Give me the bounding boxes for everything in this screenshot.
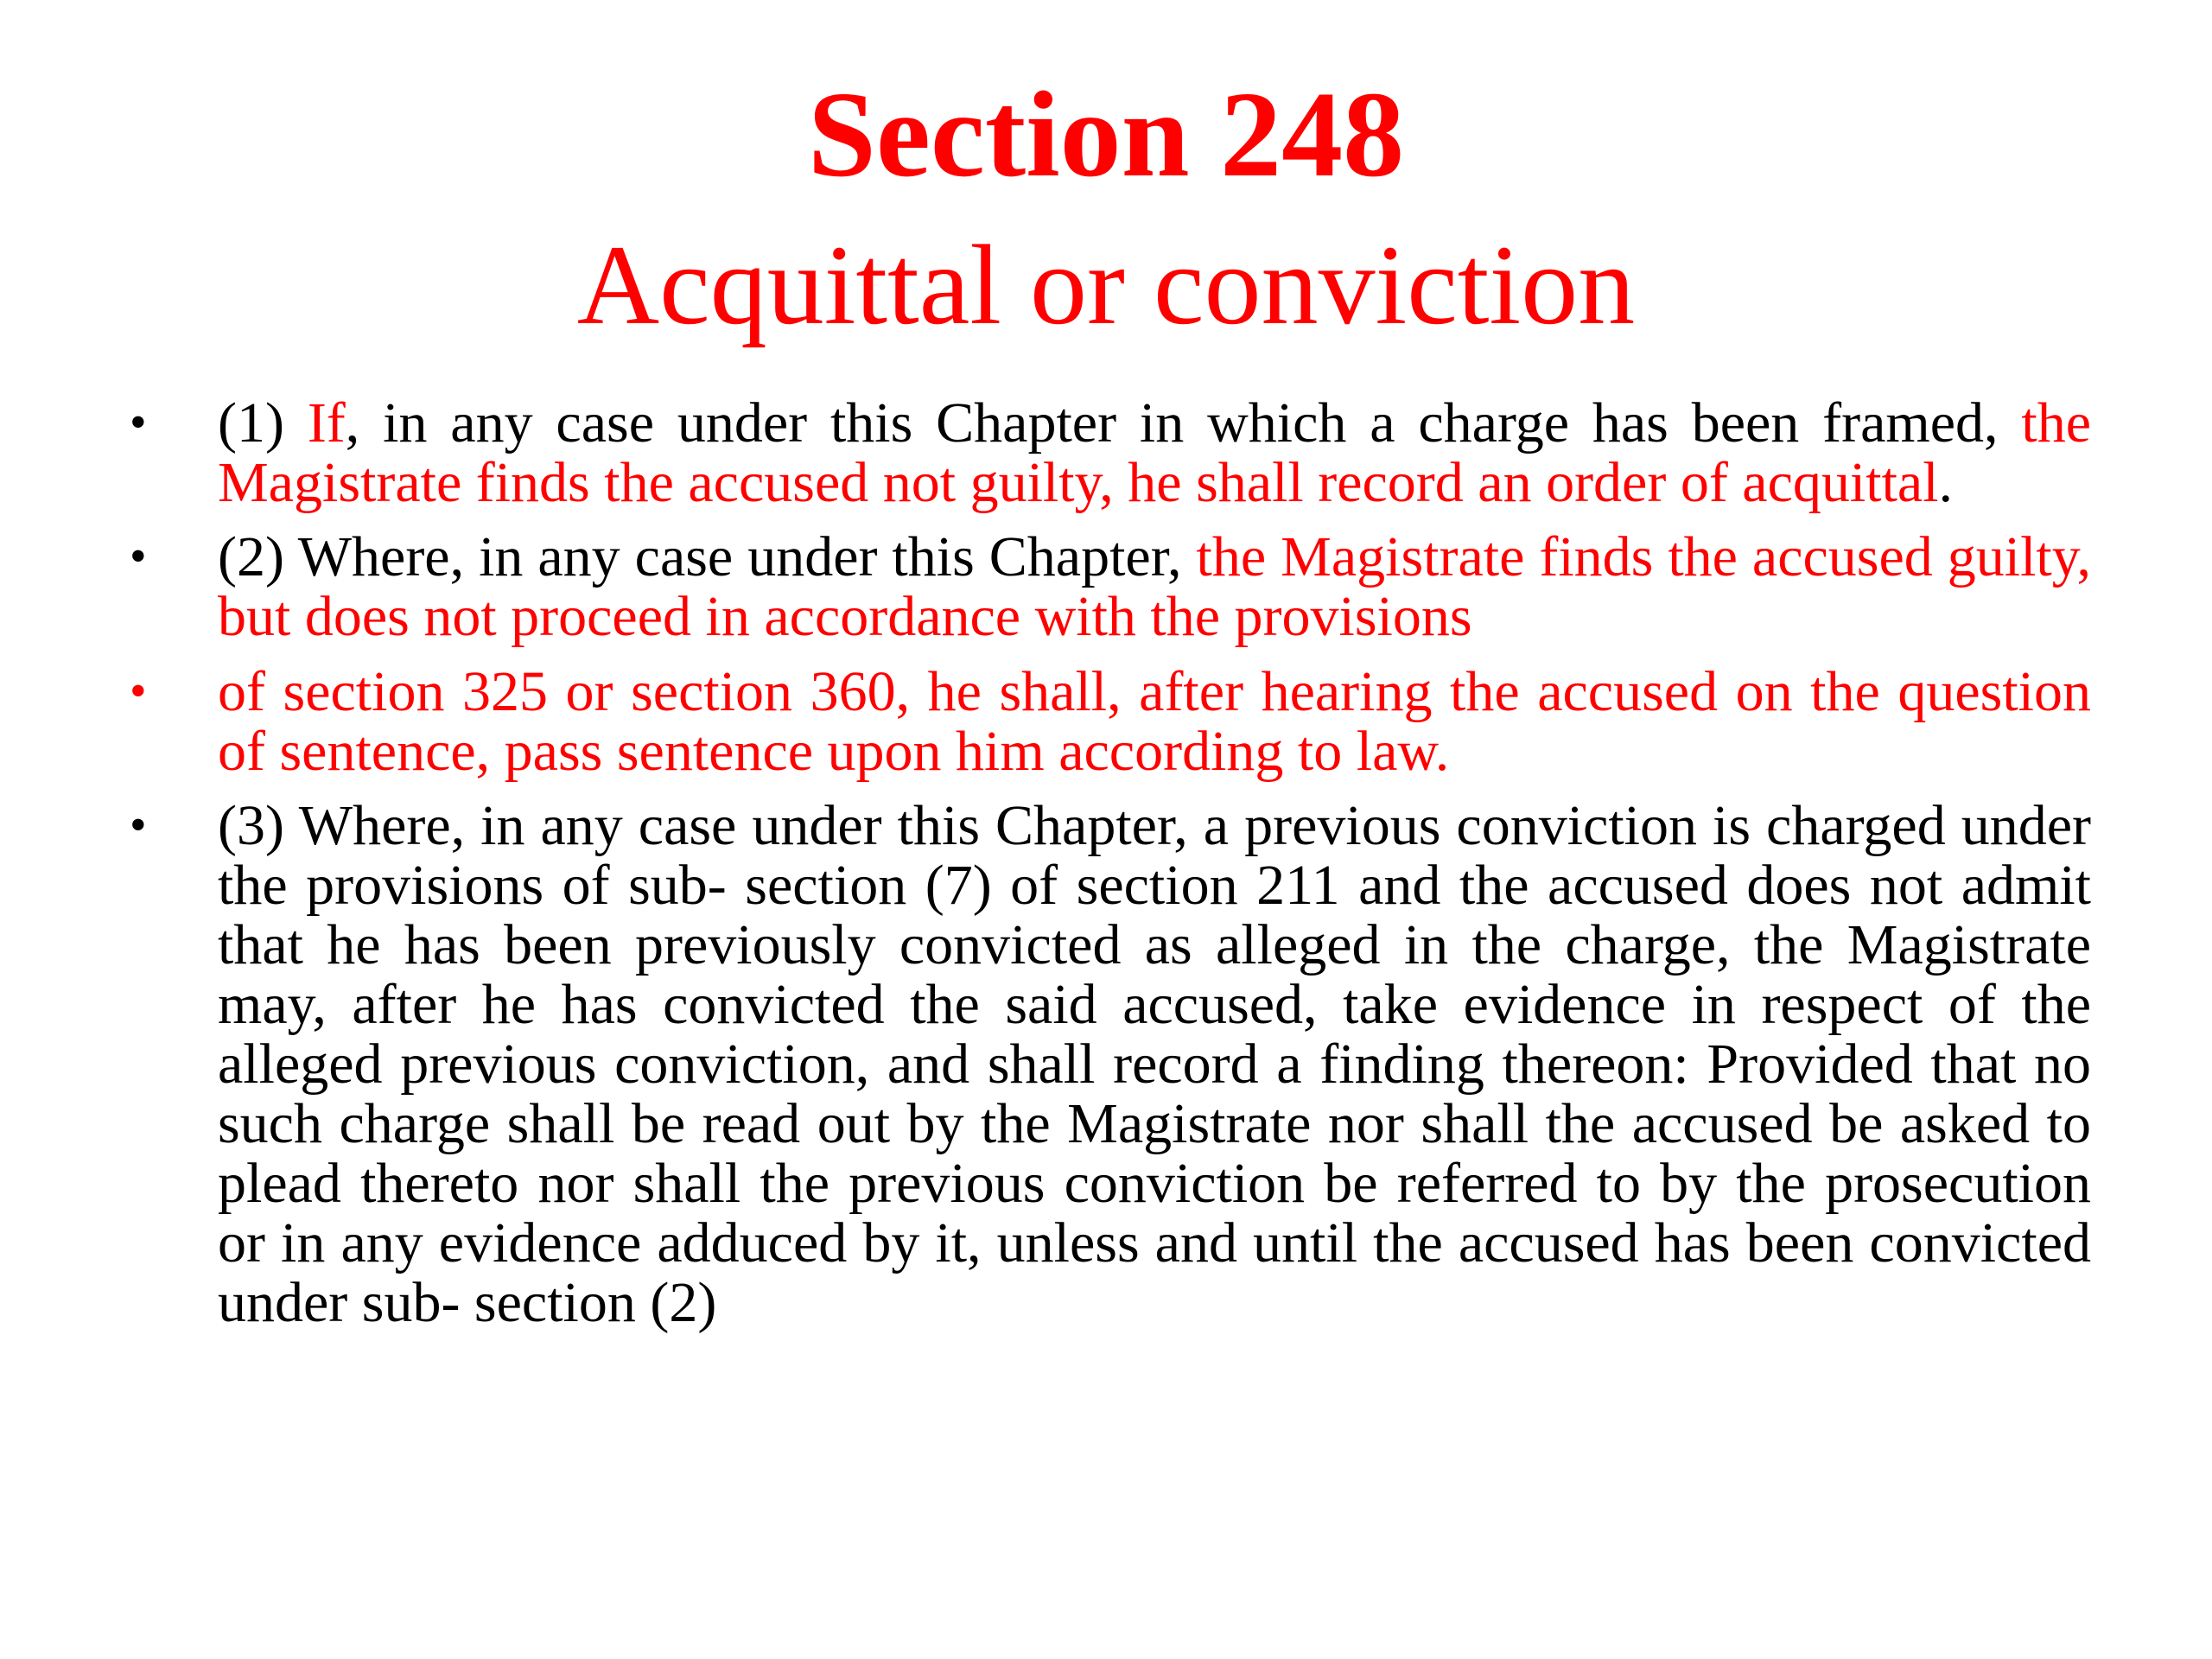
section-number-heading: Section 248 xyxy=(807,66,1405,202)
bullet-2-part-1: (2) Where, in any case under this Chapter, xyxy=(218,525,1197,588)
bullet-1-part-2: If xyxy=(307,391,346,454)
slide-title xyxy=(0,60,2212,359)
bullet-list xyxy=(130,393,2091,1350)
bullet-1-part-4: the Magistrate finds the accused not guilty, he shall record an order of acquittal xyxy=(218,391,2091,514)
bullet-item-1 xyxy=(130,393,2091,512)
bullet-1-part-5: . xyxy=(1938,451,1954,514)
bullet-3-text: of section 325 or section 360, he shall, after hearing the accused on the question of sentence, pass sentence upon him according to law. xyxy=(218,660,2091,783)
bullet-4-text: (3) Where, in any case under this Chapter, a previous conviction is charged under the provisions of sub- section (7) of section 211 and the accused does not admit that he has been previously convicted as alleged in the charge, the Magistrate may, after he has convicted the said accused, take evidence in respect of the alleged previous conviction, and shall record a finding thereon: Provided that no such charge shall be read out by the Magistrate nor shall the accused be asked to plead thereto nor shall the previous conviction be referred to by the prosecution or in any evidence adduced by it, unless and until the accused has been convicted under sub- section (2) xyxy=(218,794,2091,1334)
bullet-item-3 xyxy=(130,662,2091,781)
section-title-heading: Acquittal or conviction xyxy=(576,221,1636,348)
bullet-1-part-1: (1) xyxy=(218,391,308,454)
bullet-1-part-3: , in any case under this Chapter in which a charge has been framed, xyxy=(345,391,2022,454)
bullet-item-2 xyxy=(130,527,2091,646)
bullet-item-4 xyxy=(130,796,2091,1332)
bullet-2-part-2: the Magistrate finds the accused guilty, but does not proceed in accordance with the provisions xyxy=(218,525,2091,648)
